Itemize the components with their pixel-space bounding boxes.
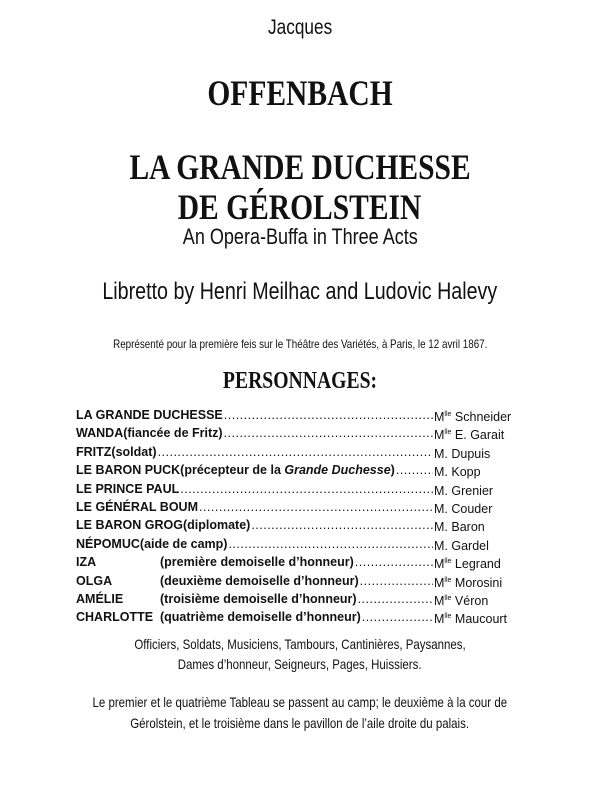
performer-title-sup: lle [444,411,452,418]
character-name: AMÉLIE [76,591,124,606]
performer-name: Schneider [454,410,512,425]
performer [434,480,536,498]
performer-title: M. [434,520,448,535]
cast-row [76,516,536,534]
cast-row [76,553,536,571]
performer-name: Kopp [451,465,481,480]
character-name: LE BARON GROG [76,518,183,533]
cast-row [76,590,536,608]
performer-name: Legrand [454,557,501,572]
description-text: (diplomate) [182,518,251,533]
character-name: WANDA [76,426,124,441]
dot-leader [358,590,433,608]
character-name: NÉPOMUC [76,536,140,551]
performer-title: M. [434,483,448,498]
character-name: LA GRANDE DUCHESSE [76,408,223,422]
cast-row [76,424,536,442]
personnages-heading [0,368,600,395]
performer-name: Dupuis [451,446,491,461]
subtitle-text: An Opera-Buffa in Three Acts [182,224,418,249]
performer-title: M. [434,502,448,517]
description-text: (première demoiselle d’honneur) [160,555,354,570]
performer-name: Baron [451,520,485,535]
extras-line-1-text: Officiers, Soldats, Musiciens, Tambours, Cantinières, Paysannes, [134,636,466,652]
composer-first-name [0,16,600,40]
character-name: FRITZ [76,444,112,459]
title-line-1-text: LA GRANDE DUCHESSE [129,147,471,187]
setting-line-2 [0,715,600,731]
extras-line-1 [0,636,600,652]
title-line-2-text: DE GÉROLSTEIN [178,187,422,227]
setting-line-1-text: Le premier et le quatrième Tableau se passent au camp; le deuxième à la cour de [92,694,508,710]
performer [434,553,536,571]
character-name: CHARLOTTE [76,610,154,625]
character-description [123,424,222,442]
description-end: ) [390,463,395,478]
description-text: (aide de camp) [139,536,228,551]
character-name: LE PRINCE PAUL [76,481,180,496]
dot-leader [251,516,433,534]
description-text: (quatrième demoiselle d’honneur) [160,610,361,625]
composer-last-text: OFFENBACH [207,73,393,113]
performer [434,424,536,442]
performer [434,461,536,479]
performer [434,443,536,461]
performer-name: Couder [451,502,493,517]
performer-title-sup: lle [444,613,452,621]
premiere-text: Représenté pour la première feis sur le Théâtre des Variétés, à Paris, le 12 avril 1867. [112,337,488,351]
performer-title: M. [434,538,448,553]
dot-leader [355,553,433,571]
cast-row [76,480,536,498]
performer-name: Maucourt [454,612,508,627]
dot-leader [396,461,433,479]
performer [434,608,536,626]
performer-title: M [434,575,445,590]
performer-name: E. Garait [454,428,505,443]
character-name: LE BARON PUCK [76,463,181,478]
description-text: (fiancée de Fritz) [123,426,223,441]
character-name: OLGA [76,573,113,588]
cast-row [76,406,536,424]
setting-line-2-text: Gérolstein, et le troisième dans le pavillon de l’aile droite du palais. [130,715,470,731]
libretto-text: Libretto by Henri Meilhac and Ludovic Halevy [102,278,498,305]
performer-name: Véron [454,594,489,609]
performer-title-sup: lle [444,429,452,437]
personnages-heading-text: PERSONNAGES: [222,368,378,394]
description-text: (soldat) [111,444,157,459]
performer-title: M [434,557,445,572]
dot-leader [224,424,433,442]
description-text: (précepteur de la [180,463,285,478]
dot-leader [362,608,433,626]
character-description [183,516,250,534]
extras-line-2 [0,656,600,672]
dot-leader [180,480,433,498]
performer [434,498,536,516]
performer-title: M [434,594,445,609]
performer-name: Grenier [451,483,494,498]
cast-row [76,572,536,590]
dot-leader [224,406,433,424]
setting-line-1 [0,694,600,710]
description-italic: Grande Duchesse [284,463,391,478]
extras-line-2-text: Dames d’honneur, Seigneurs, Pages, Huissiers. [178,656,422,672]
description-text: (troisième demoiselle d’honneur) [160,591,357,606]
performer-name: Morosini [454,575,503,590]
cast-row [76,461,536,479]
character-description [160,553,354,571]
performer-title: M [434,428,445,443]
character-name: LE GÉNÉRAL BOUM [76,499,198,514]
character-description [160,572,359,590]
performer-title: M. [434,446,448,461]
premiere-note [0,337,600,351]
composer-first-text: Jacques [267,16,333,39]
performer [434,406,536,424]
performer-name: Gardel [451,538,489,553]
description-text: (deuxième demoiselle d’honneur) [160,573,359,588]
cast-list [76,406,536,627]
title-line-2 [0,186,600,228]
character-description [160,608,361,626]
dot-leader [158,443,433,461]
performer-title-sup: lle [444,558,452,566]
performer-title: M [434,410,445,425]
performer [434,590,536,608]
character-name: IZA [76,555,97,570]
performer-title: M [434,612,445,627]
dot-leader [228,535,433,553]
dot-leader [360,572,433,590]
title-line-1 [0,146,600,188]
performer-title-sup: lle [444,594,452,602]
character-description [111,443,156,461]
performer [434,535,536,553]
character-description [180,461,395,479]
performer [434,516,536,534]
performer [434,572,536,590]
cast-row [76,443,536,461]
composer-last-name [0,72,600,114]
character-description [160,590,357,608]
subtitle [0,224,600,250]
dot-leader [199,498,433,516]
libretto-credit [0,278,600,306]
cast-row [76,498,536,516]
character-description [140,535,228,553]
performer-title-sup: lle [444,576,452,584]
cast-row [76,535,536,553]
cast-row [76,608,536,626]
performer-title: M. [434,465,448,480]
